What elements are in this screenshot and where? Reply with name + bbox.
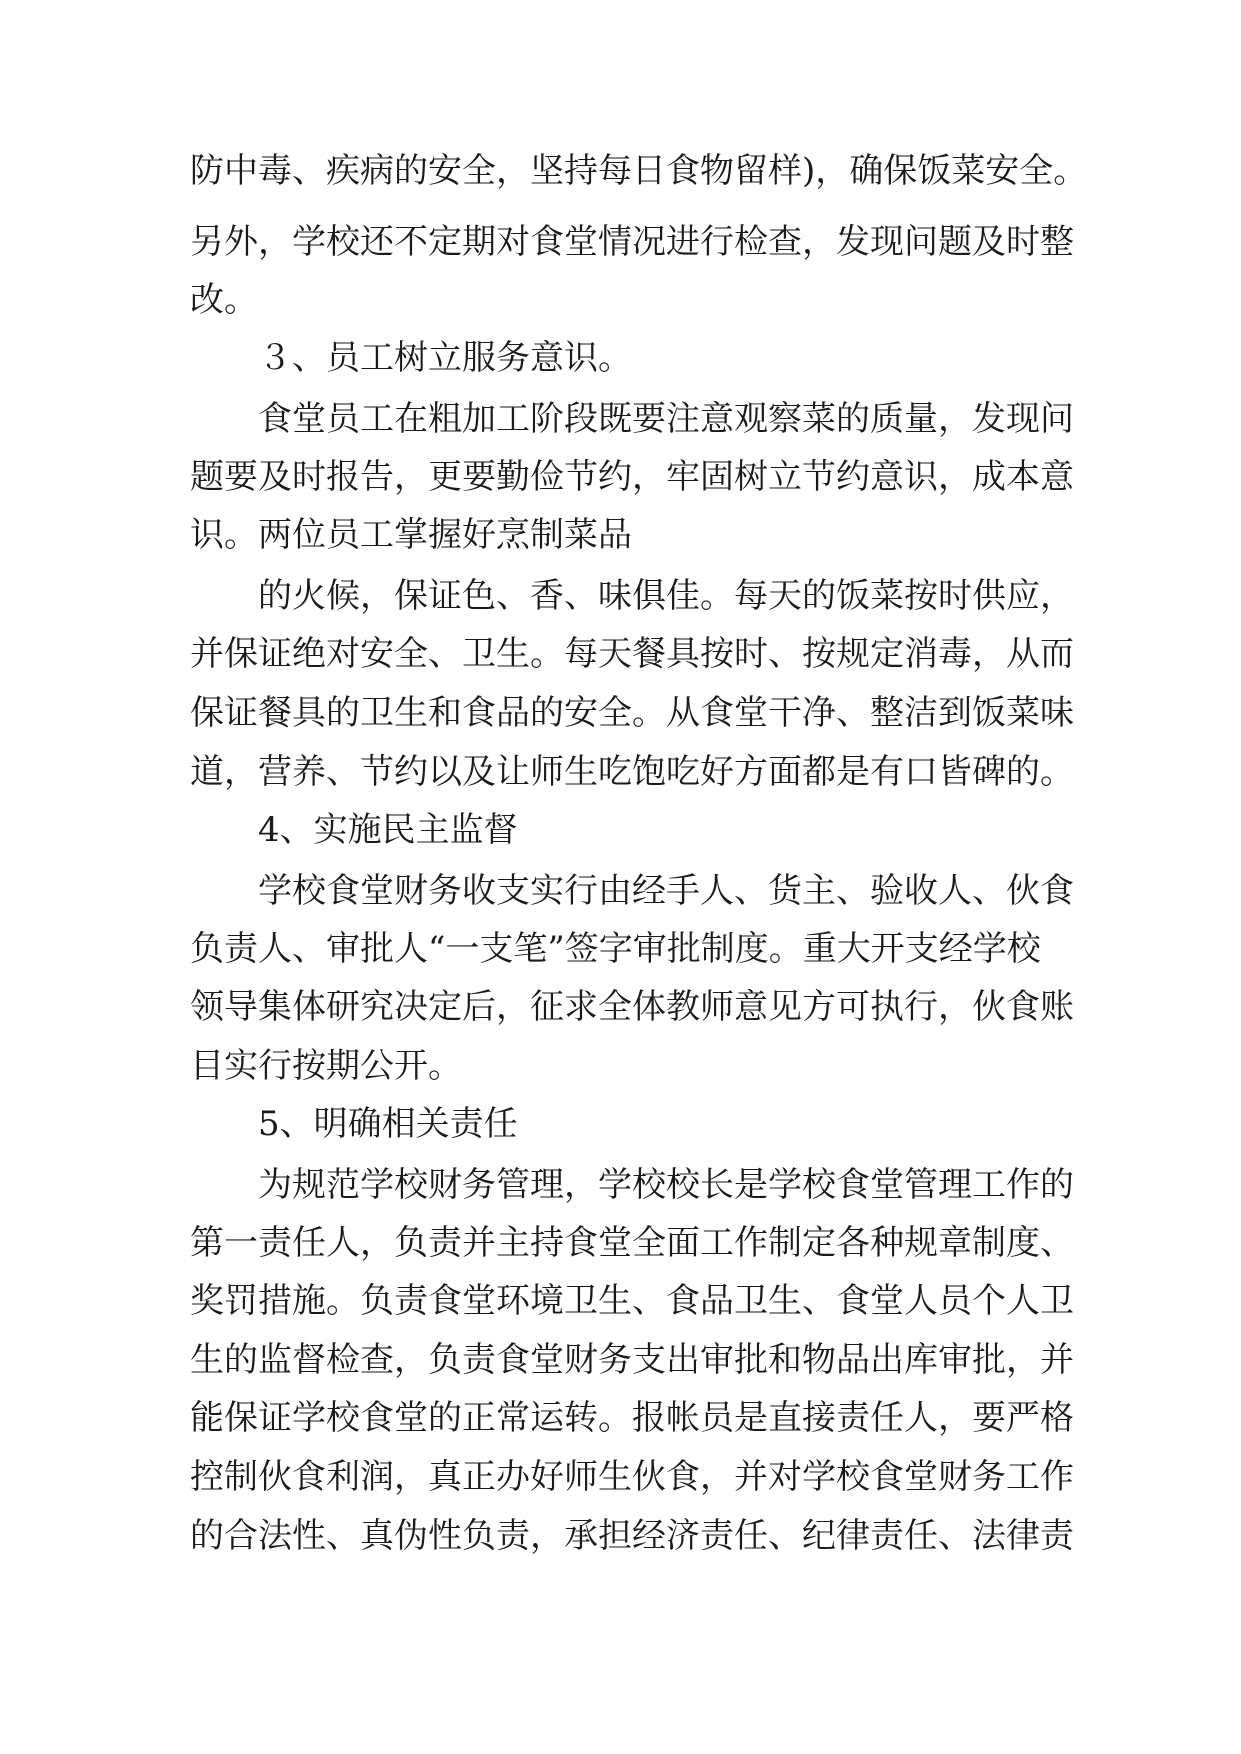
text-line-3: 改。 <box>190 280 258 320</box>
text-line-12: 4、实施民主监督 <box>258 810 518 850</box>
text-line-8: 的火候，保证色、香、味俱佳。每天的饭菜按时供应， <box>258 576 1074 616</box>
text-line-17: 5、明确相关责任 <box>258 1104 518 1144</box>
text-line-13: 学校食堂财务收支实行由经手人、货主、验收人、伙食 <box>258 871 1074 911</box>
text-line-1: 防中毒、疾病的安全，坚持每日食物留样)，确保饭菜安全。 <box>190 151 1088 191</box>
text-line-16: 目实行按期公开。 <box>190 1046 462 1086</box>
text-line-7: 识。两位员工掌握好烹制菜品 <box>190 515 632 555</box>
text-line-14: 负责人、审批人“一支笔”签字审批制度。重大开支经学校 <box>190 929 1041 969</box>
text-line-10: 保证餐具的卫生和食品的安全。从食堂干净、整洁到饭菜味 <box>190 693 1074 733</box>
text-line-11: 道，营养、节约以及让师生吃饱吃好方面都是有口皆碑的。 <box>190 752 1074 792</box>
text-line-22: 能保证学校食堂的正常运转。报帐员是直接责任人，要严格 <box>190 1398 1074 1438</box>
text-line-4: ３、员工树立服务意识。 <box>258 338 632 378</box>
text-line-18: 为规范学校财务管理，学校校长是学校食堂管理工作的 <box>258 1165 1074 1205</box>
text-line-2: 另外，学校还不定期对食堂情况进行检查，发现问题及时整 <box>190 222 1074 262</box>
text-line-23: 控制伙食利润，真正办好师生伙食，并对学校食堂财务工作 <box>190 1457 1074 1497</box>
text-line-21: 生的监督检查，负责食堂财务支出审批和物品出库审批，并 <box>190 1340 1074 1380</box>
text-line-19: 第一责任人，负责并主持食堂全面工作制定各种规章制度、 <box>190 1223 1074 1263</box>
text-line-6: 题要及时报告，更要勤俭节约，牢固树立节约意识，成本意 <box>190 457 1074 497</box>
text-line-9: 并保证绝对安全、卫生。每天餐具按时、按规定消毒，从而 <box>190 634 1074 674</box>
text-line-24: 的合法性、真伪性负责，承担经济责任、纪律责任、法律责 <box>190 1516 1074 1556</box>
text-line-5: 食堂员工在粗加工阶段既要注意观察菜的质量，发现问 <box>258 399 1074 439</box>
text-line-15: 领导集体研究决定后，征求全体教师意见方可执行，伙食账 <box>190 987 1074 1027</box>
text-line-20: 奖罚措施。负责食堂环境卫生、食品卫生、食堂人员个人卫 <box>190 1281 1074 1321</box>
